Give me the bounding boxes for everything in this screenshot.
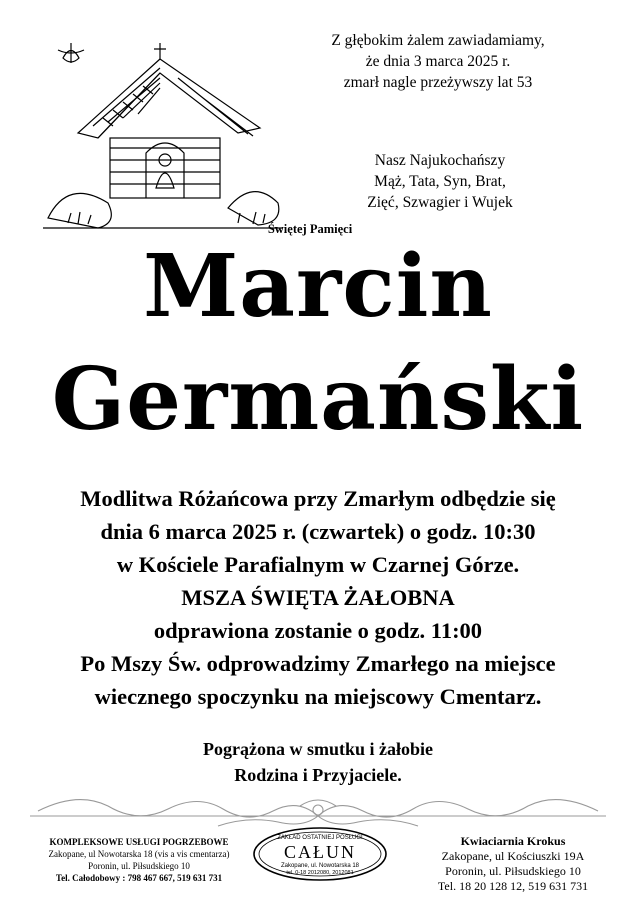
relation-line: Nasz Najukochańszy (374, 152, 506, 169)
mourners-line: Rodzina i Przyjaciele. (234, 765, 402, 785)
florist-name: Kwiaciarnia Krokus (460, 834, 566, 848)
calun-logo (250, 825, 390, 883)
relation-line: Zięć, Szwagier i Wujek (367, 194, 513, 211)
ceremony-line: odprawiona zostanie o godz. 11:00 (153, 618, 483, 643)
family-relation (310, 150, 570, 213)
announcement-line: że dnia 3 marca 2025 r. (365, 53, 511, 70)
chapel-illustration (38, 38, 288, 233)
deceased-last-name: Germański (51, 349, 585, 450)
funeral-home-title: KOMPLEKSOWE USŁUGI POGRZEBOWE (49, 837, 229, 847)
logo-name: CAŁUN (284, 842, 356, 862)
ceremony-line: MSZA ŚWIĘTA ŻAŁOBNA (181, 585, 455, 610)
relation-line: Mąż, Tata, Syn, Brat, (374, 173, 506, 190)
logo-top-text: ZAKŁAD OSTATNIEJ POSŁUGI (277, 835, 363, 841)
ceremony-line: dnia 6 marca 2025 r. (czwartek) o godz. 10:30 (100, 519, 536, 544)
florist-address: Poronin, ul. Piłsudskiego 10 (445, 864, 581, 878)
mourners (0, 736, 636, 788)
funeral-home-info (14, 836, 264, 884)
announcement-line: Z głębokim żalem zawiadamiamy, (331, 32, 545, 49)
mourners-line: Pogrążona w smutku i żałobie (202, 739, 433, 759)
logo-phone: tel. 0-18 2012080, 2012081 (286, 870, 354, 876)
florist-address: Zakopane, ul Kościuszki 19A (441, 849, 585, 863)
ceremony-line: Modlitwa Różańcowa przy Zmarłym odbędzie się (80, 486, 556, 511)
funeral-home-address: Poronin, ul. Piłsudskiego 10 (88, 861, 190, 871)
ceremony-line: Po Mszy Św. odprowadzimy Zmarłego na miejsce (80, 651, 556, 676)
florist-phone: Tel. 18 20 128 12, 519 631 731 (437, 879, 589, 893)
ceremony-line: wiecznego spoczynku na miejscowy Cmentarz. (94, 684, 542, 709)
logo-address: Zakopane, ul. Nowotarska 18 (280, 863, 360, 869)
florist-info (402, 834, 624, 894)
funeral-home-phone: Tel. Całodobowy : 798 467 667, 519 631 731 (55, 873, 223, 883)
ceremony-line: w Kościele Parafialnym w Czarnej Górze. (116, 552, 520, 577)
funeral-home-address: Zakopane, ul Nowotarska 18 (vis a vis cmentarza) (48, 849, 230, 859)
memory-label: Świętej Pamięci (267, 222, 353, 236)
announcement-line: zmarł nagle przeżywszy lat 53 (343, 74, 533, 91)
ceremony-details (0, 482, 636, 713)
deceased-first-name: Marcin (143, 236, 493, 337)
death-announcement (268, 30, 608, 93)
